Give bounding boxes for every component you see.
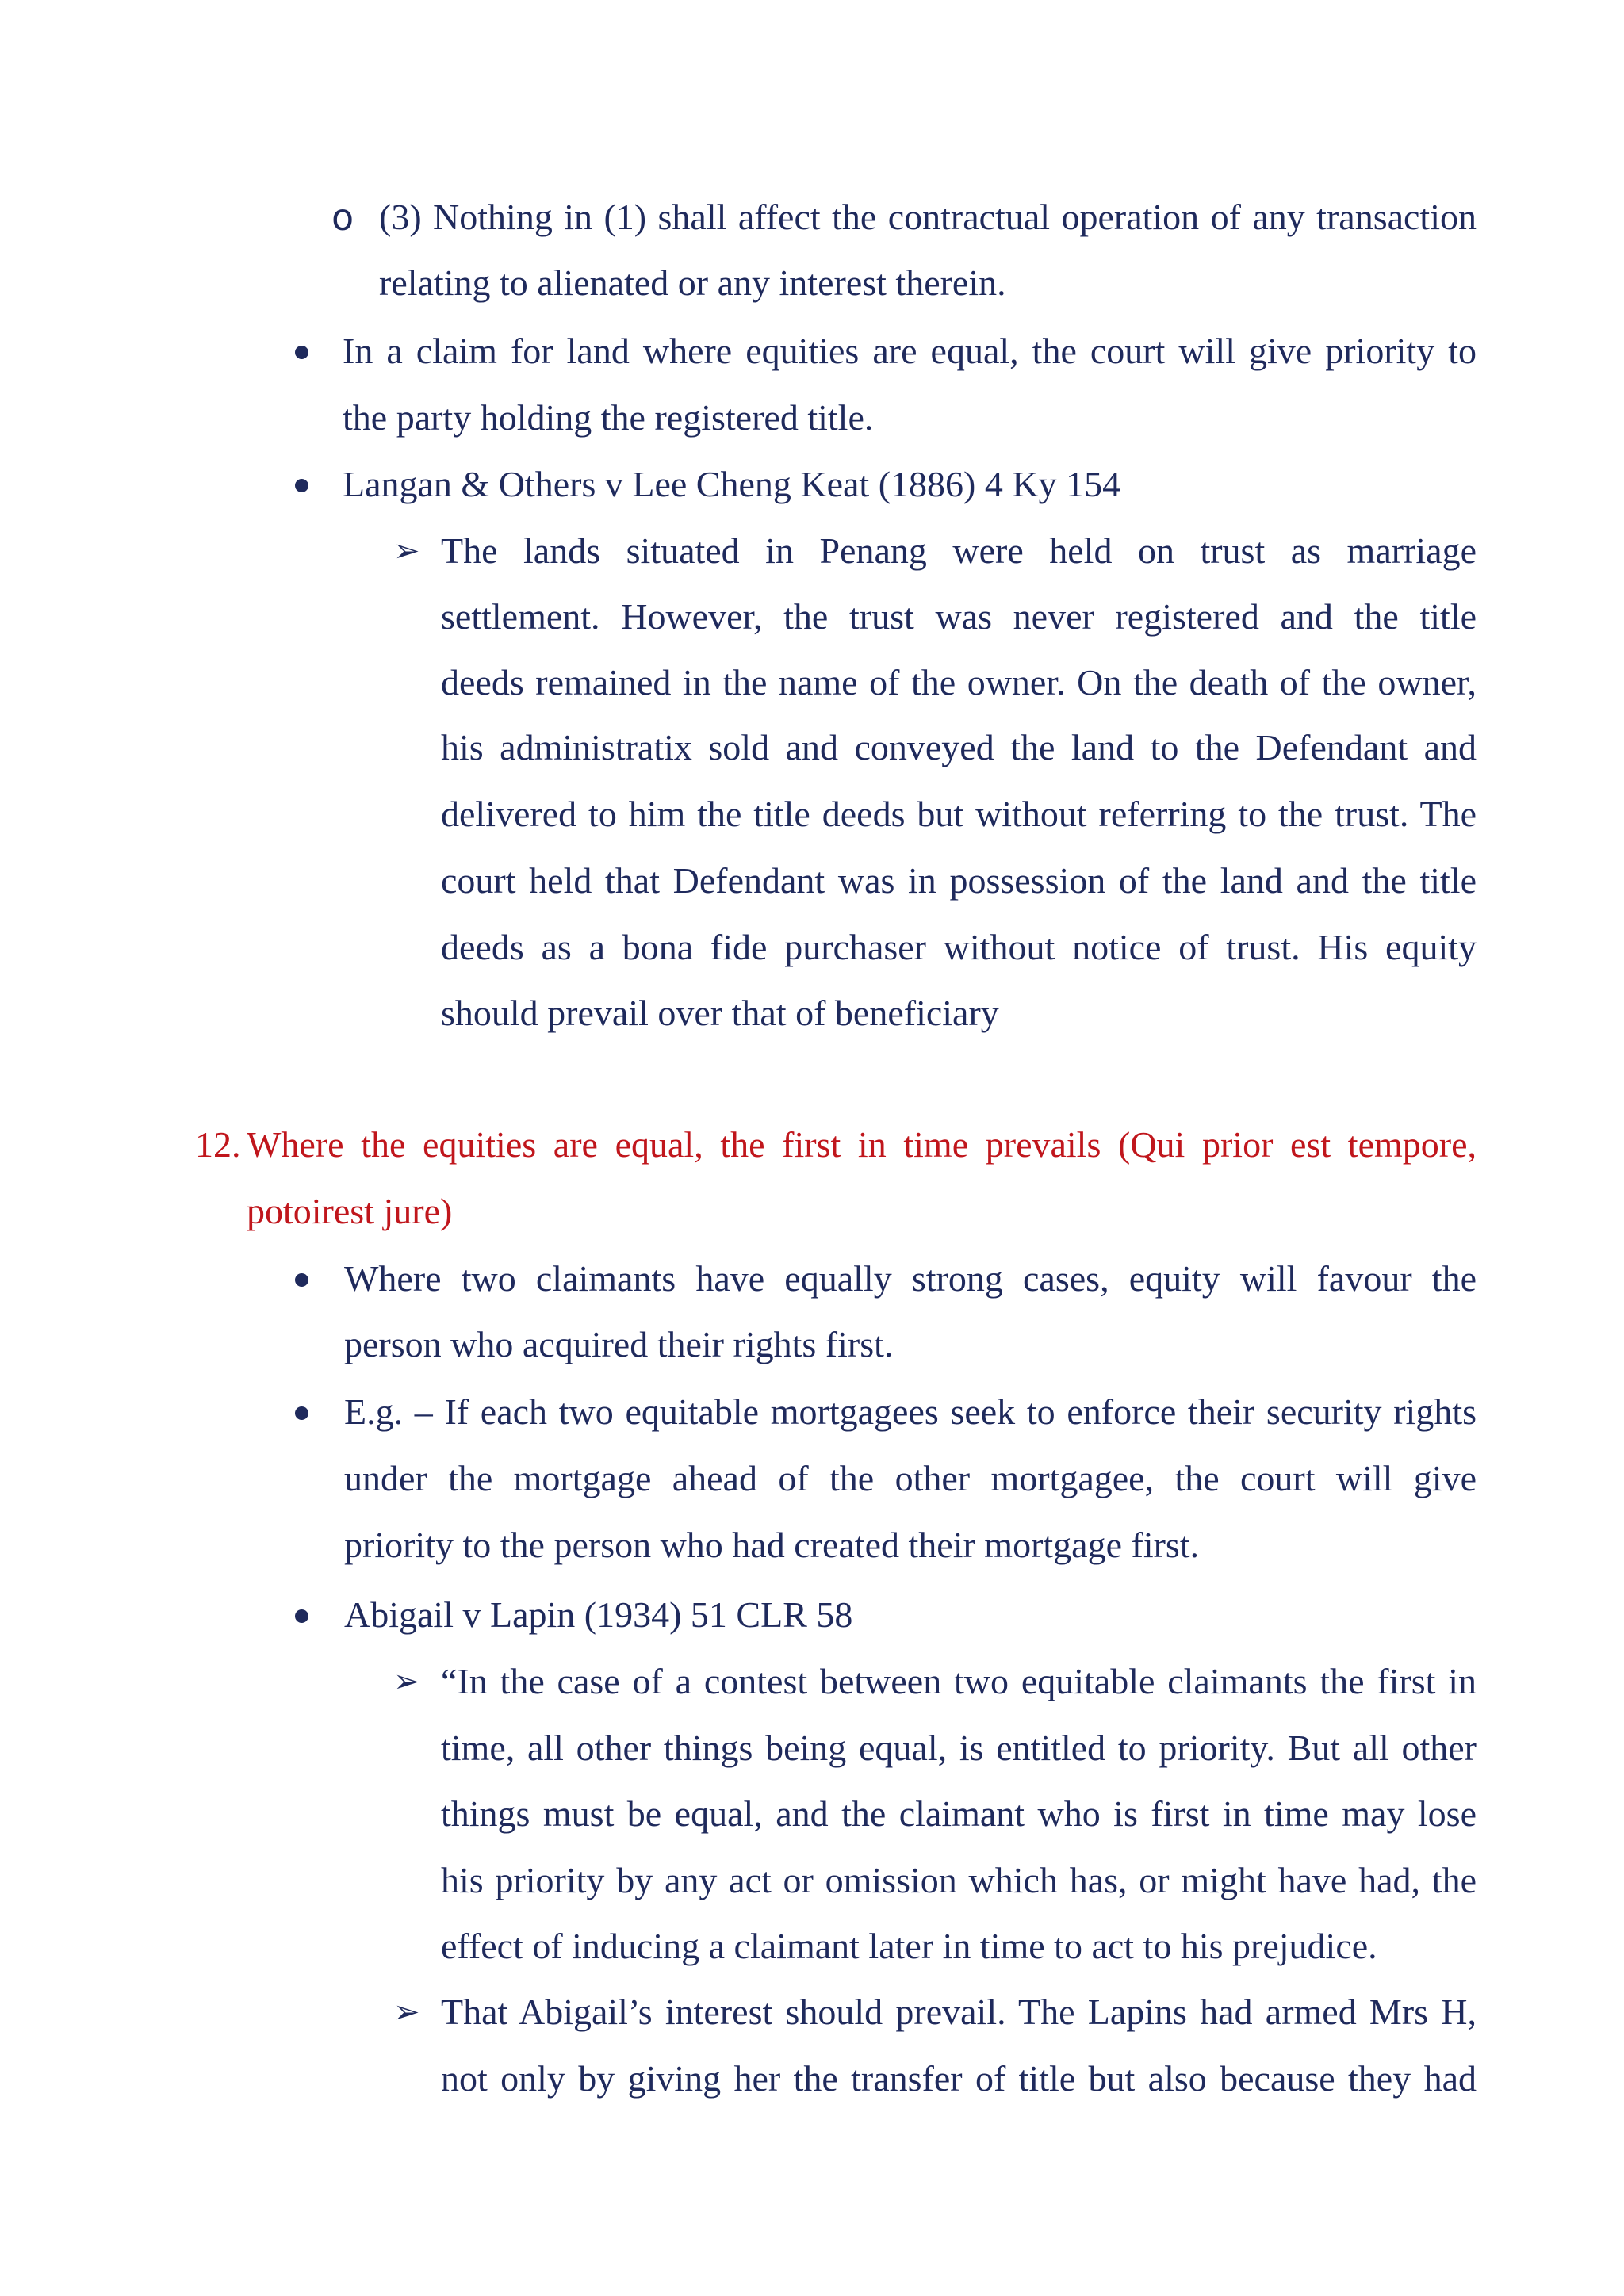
abigail-quote-line-1: “In the case of a contest between two equitable claimants the first in	[441, 1661, 1477, 1701]
bullet-dot-icon	[295, 479, 308, 492]
bullet-example-line-1: E.g. – If each two equitable mortgagees seek to enforce their security rights	[344, 1391, 1477, 1432]
abigail-quote-line-2: time, all other things being equal, is entitled to priority. But all other	[441, 1728, 1477, 1768]
bullet-example-line-2: under the mortgage ahead of the other mortgagee, the court will give	[344, 1458, 1477, 1498]
bullet-abigail-case: Abigail v Lapin (1934) 51 CLR 58	[344, 1594, 853, 1635]
bullet-dot-icon	[295, 1273, 308, 1287]
bullet-dot-icon	[295, 346, 308, 359]
abigail-quote-line-5: effect of inducing a claimant later in time to act to his prejudice.	[441, 1926, 1377, 1966]
langan-detail-line-5: delivered to him the title deeds but without referring to the trust. The	[441, 794, 1477, 834]
abigail-quote-line-3: things must be equal, and the claimant who is first in time may lose	[441, 1793, 1477, 1834]
hollow-circle-icon: o	[331, 196, 354, 239]
bullet-two-claimants-line-2: person who acquired their rights first.	[344, 1324, 894, 1364]
langan-detail-line-2: settlement. However, the trust was never registered and the title	[441, 596, 1477, 637]
bullet-equities-equal-line-2: the party holding the registered title.	[343, 397, 874, 438]
sub-item-3-line-2: relating to alienated or any interest therein.	[379, 262, 1006, 303]
arrowhead-icon: ➢	[393, 533, 420, 569]
langan-detail-line-1: The lands situated in Penang were held on trust as marriage	[441, 530, 1477, 571]
bullet-dot-icon	[295, 1609, 308, 1623]
arrowhead-icon: ➢	[393, 1994, 420, 2030]
abigail-quote-line-4: his priority by any act or omission which has, or might have had, the	[441, 1860, 1477, 1900]
bullet-langan-case: Langan & Others v Lee Cheng Keat (1886) 4 Ky 154	[343, 464, 1121, 504]
langan-detail-line-6: court held that Defendant was in possession of the land and the title	[441, 860, 1477, 901]
arrowhead-icon: ➢	[393, 1663, 420, 1700]
heading-12-number: 12.	[195, 1124, 241, 1165]
heading-12-line-1: Where the equities are equal, the first in time prevails (Qui prior est tempore,	[247, 1124, 1477, 1165]
langan-detail-line-7: deeds as a bona fide purchaser without notice of trust. His equity	[441, 927, 1477, 967]
bullet-dot-icon	[295, 1406, 308, 1420]
bullet-two-claimants-line-1: Where two claimants have equally strong cases, equity will favour the	[344, 1258, 1477, 1299]
sub-item-3-line-1: (3) Nothing in (1) shall affect the contractual operation of any transaction	[379, 197, 1477, 237]
abigail-holding-line-1: That Abigail’s interest should prevail. The Lapins had armed Mrs H,	[441, 1992, 1477, 2032]
bullet-example-line-3: priority to the person who had created their mortgage first.	[344, 1525, 1200, 1565]
langan-detail-line-3: deeds remained in the name of the owner. On the death of the owner,	[441, 662, 1477, 702]
langan-detail-line-4: his administratix sold and conveyed the land to the Defendant and	[441, 727, 1477, 767]
bullet-equities-equal-line-1: In a claim for land where equities are equal, the court will give priority to	[343, 331, 1477, 371]
langan-detail-line-8: should prevail over that of beneficiary	[441, 993, 999, 1033]
heading-12-line-2: potoirest jure)	[247, 1191, 453, 1231]
abigail-holding-line-2: not only by giving her the transfer of title but also because they had	[441, 2058, 1477, 2099]
